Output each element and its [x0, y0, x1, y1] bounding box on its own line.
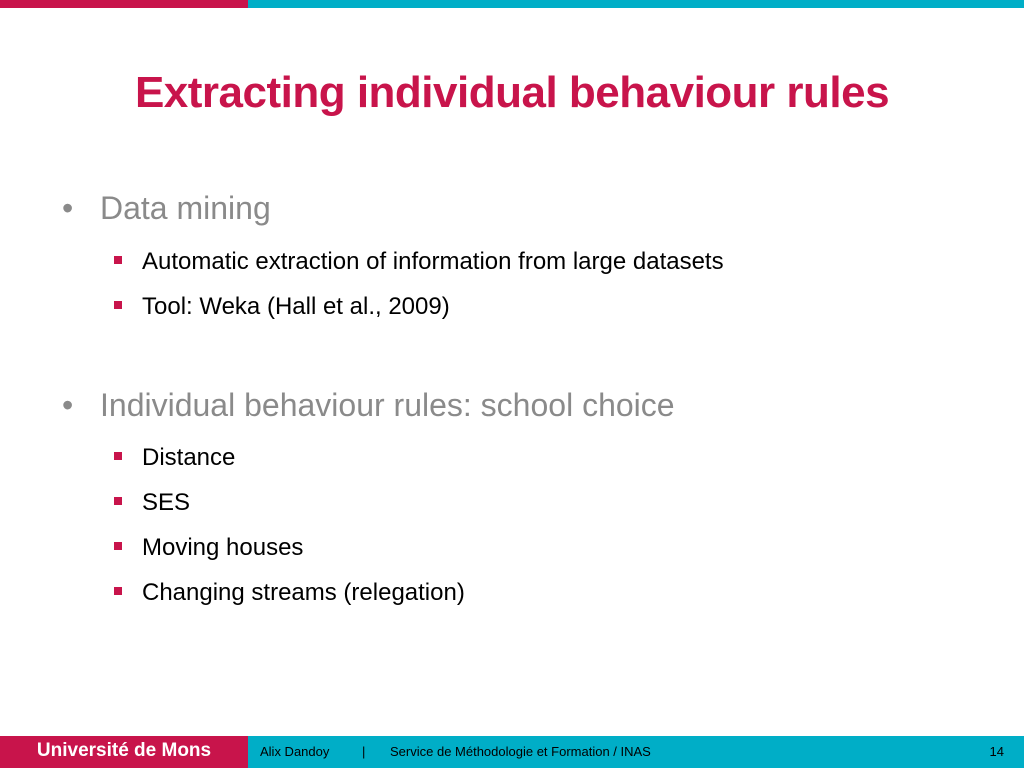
bullet-text: Individual behaviour rules: school choice — [100, 387, 675, 423]
sub-bullet-text: Changing streams (relegation) — [142, 579, 465, 606]
square-bullet-icon — [114, 497, 122, 505]
bullet-dot-icon: • — [62, 387, 74, 423]
sub-bullet-item — [114, 489, 190, 517]
sub-bullet-text: Moving houses — [142, 534, 304, 561]
page-number: 14 — [989, 744, 1004, 759]
square-bullet-icon — [114, 256, 122, 264]
square-bullet-icon — [114, 452, 122, 460]
bullet-item — [62, 387, 675, 424]
sub-bullet-text: Tool: Weka (Hall et al., 2009) — [142, 293, 450, 320]
sub-bullet-text: SES — [142, 489, 191, 516]
square-bullet-icon — [114, 301, 122, 309]
sub-bullet-text: Automatic extraction of information from large datasets — [142, 248, 724, 275]
sub-bullet-item — [114, 534, 303, 562]
sub-bullet-text: Distance — [142, 444, 236, 471]
square-bullet-icon — [114, 587, 122, 595]
footer-bar — [248, 736, 1024, 768]
footer-separator: | — [362, 744, 366, 759]
footer-service: Service de Méthodologie et Formation / INAS — [390, 744, 651, 759]
bullet-dot-icon: • — [62, 190, 74, 226]
sub-bullet-item — [114, 444, 235, 472]
square-bullet-icon — [114, 542, 122, 550]
footer-institution: Université de Mons — [0, 736, 248, 768]
sub-bullet-item — [114, 248, 724, 276]
bullet-text: Data mining — [100, 190, 271, 226]
sub-bullet-item — [114, 293, 450, 321]
top-accent-bar-red — [0, 0, 248, 8]
footer-author: Alix Dandoy — [260, 744, 330, 759]
top-accent-bar-cyan — [248, 0, 1024, 8]
bullet-item — [62, 190, 271, 227]
sub-bullet-item — [114, 579, 465, 607]
slide-title: Extracting individual behaviour rules — [134, 68, 890, 117]
